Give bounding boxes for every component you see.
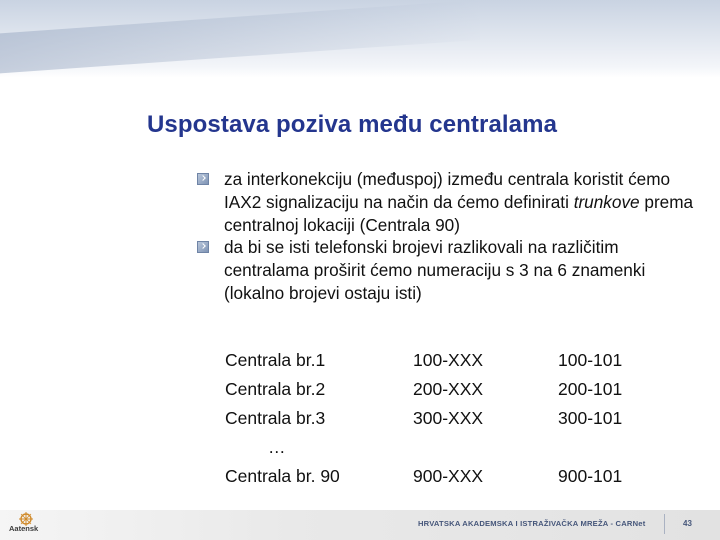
bullet-marker-icon bbox=[197, 241, 209, 253]
table-cell-pattern: 300-XXX bbox=[413, 408, 484, 428]
bullet-marker-icon bbox=[197, 173, 209, 185]
header-decoration bbox=[0, 0, 480, 76]
bullet-list bbox=[197, 168, 697, 305]
slide-title: Uspostava poziva među centralama bbox=[147, 111, 558, 138]
table-cell-example: 200-101 bbox=[558, 379, 623, 399]
bullet-item bbox=[197, 168, 697, 236]
table-cell-pattern: 200-XXX bbox=[413, 379, 484, 399]
footer-divider bbox=[664, 514, 665, 534]
table-cell-name: Centrala br. 90 bbox=[225, 466, 340, 486]
bullet-text: za interkonekciju (međuspoj) između centrala koristit ćemo IAX2 signalizaciju na način da ćemo definirati bbox=[224, 169, 671, 212]
table-cell-name: Centrala br.1 bbox=[225, 350, 326, 370]
footer-organization: HRVATSKA AKADEMSKA I ISTRAŽIVAČKA MREŽA - CARNet bbox=[418, 519, 646, 528]
header-banner bbox=[0, 0, 720, 78]
bullet-text: da bi se isti telefonski brojevi razlikovali na različitim centralama proširit ćemo numeraciju s 3 na 6 znamenki (lokalno brojevi ostaju isti) bbox=[224, 237, 646, 303]
bullet-text-italic: trunkove bbox=[573, 191, 640, 212]
table-cell-ellipsis: … bbox=[268, 437, 286, 457]
table-cell-example: 100-101 bbox=[558, 350, 623, 370]
bullet-text: prema centralnoj lokaciji (Centrala 90) bbox=[224, 191, 694, 235]
bullet-item bbox=[197, 236, 697, 304]
table-cell-example: 900-101 bbox=[558, 466, 623, 486]
table-cell-name: Centrala br.3 bbox=[225, 408, 326, 428]
table-cell-name: Centrala br.2 bbox=[225, 379, 326, 399]
table-cell-pattern: 100-XXX bbox=[413, 350, 484, 370]
table-cell-pattern: 900-XXX bbox=[413, 466, 484, 486]
page-number: 43 bbox=[683, 519, 692, 528]
table-cell-example: 300-101 bbox=[558, 408, 623, 428]
logo-text: Aatensk bbox=[9, 524, 39, 533]
